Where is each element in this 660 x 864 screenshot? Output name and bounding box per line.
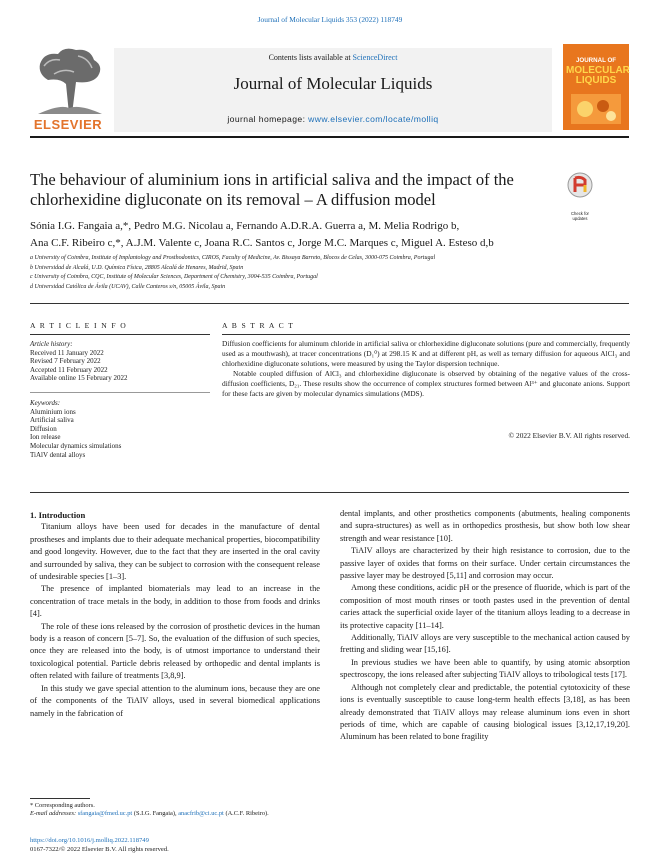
author-line-2: Ana C.F. Ribeiro c,*, A.J.M. Valente c, Joana R.C. Santos c, Jorge M.C. Marques c, Miguel A. Esteso d,b [30, 237, 494, 249]
sciencedirect-link[interactable]: ScienceDirect [352, 53, 398, 62]
history-label: Article history: [30, 340, 73, 348]
body-paragraph: The presence of implanted biomaterials may lead to an increase in the concentration of trace metals in the body, in addition to those from foods and drinks [4]. [30, 584, 320, 619]
check-for-updates-button[interactable] [565, 172, 595, 221]
email-label: E-mail addresses: [30, 810, 78, 817]
affiliation-b: b Universidad de Alcalá, U.D. Química Física, 28805 Alcalá de Henares, Madrid, Spain [30, 264, 244, 271]
article-info-block [30, 340, 210, 459]
check-updates-icon [565, 172, 595, 206]
keyword: Artificial saliva [30, 416, 74, 425]
contents-prefix: Contents lists available at [268, 53, 353, 62]
journal-cover-thumbnail [563, 44, 629, 130]
introduction-heading: 1. Introduction [30, 510, 86, 520]
homepage-prefix: journal homepage: [227, 114, 309, 124]
keyword: Aluminium ions [30, 407, 76, 416]
history-revised: Revised 7 February 2022 [30, 357, 101, 366]
body-rule [30, 492, 629, 493]
email-link-ribeiro[interactable]: anacfrib@ci.uc.pt [178, 810, 224, 817]
journal-homepage [114, 114, 552, 124]
abstract-paragraph-1: Diffusion coefficients for aluminum chloride in artificial saliva or chlorhexidine digluconate solutions (pure and commercially, frequently used as a mouthwash), at tracer concentrations (D₁⁰) at 298.15 K and at different pH, as well as ternary diffusion for aqueous AlCl₃ and chlorhexidine digluconate solutions, were measured by using the Taylor dispersion technique. [222, 339, 630, 368]
author-line-1: Sónia I.G. Fangaia a,*, Pedro M.G. Nicolau a, Fernando A.D.R.A. Guerra a, M. Melia Rodrigo b, [30, 220, 460, 232]
doi-link[interactable]: https://doi.org/10.1016/j.molliq.2022.118749 [30, 837, 149, 844]
article-title: The behaviour of aluminium ions in artificial saliva and the impact of the chlorhexidine digluconate on its removal – A diffusion model [30, 170, 514, 209]
cover-journal-label: JOURNAL OF [575, 57, 617, 64]
email-owner-ribeiro: (A.C.F. Ribeiro). [225, 810, 269, 817]
cover-journal-name: MOLECULAR LIQUIDS [566, 65, 630, 86]
keywords-rule [30, 392, 210, 393]
affiliation-c: c University of Coimbra, CQC, Institute of Molecular Sciences, Department of Chemistry, 3004-535 Coimbra, Portugal [30, 274, 318, 280]
body-paragraph: Among these conditions, acidic pH or the presence of fluoride, which is part of the composition of most mouth rinses or tooth pastes used in the prevention of dental caries attack the superficial oxide layer of the titanium alloys leading to a decrease in its protective capacity [11–14]. [340, 583, 630, 630]
affiliation-rule [30, 303, 629, 304]
body-paragraph: The role of these ions released by the corrosion of prosthetic devices in the human body is a reason of concern [5–7]. So, the evaluation of the diffusion of such species, once they are released into the body, is of utmost importance to understand their toxicological potential. Particle debris released by orthopedic and dental implants is often related with failure of treatments [3,8,9]. [30, 621, 320, 681]
cover-artwork [571, 94, 621, 124]
check-updates-label: Check for updates [571, 211, 589, 221]
affiliation-d: d Universidad Católica de Ávila (UCAV), Calle Canteros s/n, 05005 Ávila, Spain [30, 283, 226, 290]
corresponding-note: * Corresponding authors. [30, 802, 95, 809]
header-rule [30, 136, 629, 138]
body-paragraph: Additionally, TiAlV alloys are very susceptible to the mechanical action caused by fretting and sliding wear [15,16]. [340, 633, 630, 655]
contents-availability [114, 53, 552, 62]
history-received: Received 11 January 2022 [30, 348, 104, 357]
author-list [30, 218, 630, 252]
body-paragraph: In this study we gave special attention to the aluminum ions, because they are one of the components of the TiAlV alloys, used in several biomedical applications namely in the fabrication of [30, 683, 320, 718]
journal-citation[interactable]: Journal of Molecular Liquids 353 (2022) 118749 [257, 15, 403, 24]
affiliation-a: a University of Coimbra, Institute of Implantology and Prosthodontics, CIROS, Faculty of Medicine, Av. Bissaya Barreto, Blocos de Celas, 3000-075 Coimbra, Portugal [30, 255, 436, 261]
abstract-body [222, 339, 630, 398]
keywords-label: Keywords: [30, 398, 61, 407]
abstract-copyright: © 2022 Elsevier B.V. All rights reserved. [508, 431, 630, 440]
body-paragraph: In previous studies we have been able to quantify, by using atomic absorption spectroscopy, the ions released after subjecting TiAlV alloys to tribological tests [17]. [340, 657, 630, 680]
email-link-fangaia[interactable]: sfangaia@fmed.uc.pt [77, 810, 133, 817]
keyword: TiAlV dental alloys [30, 450, 86, 459]
body-right-column [340, 508, 630, 744]
homepage-link[interactable]: www.elsevier.com/locate/molliq [308, 114, 439, 124]
body-paragraph: Titanium alloys have been used for decades in the manufacture of dental prostheses and implants due to their adequate mechanical properties, biocompatibility and good longevity. However, due to the fact that they are inserted in the oral cavity and surrounded by saliva, they can be subject to corrosion with the consequent release of undesirable species [1–3]. [30, 522, 320, 582]
keyword: Diffusion [30, 424, 57, 433]
doi-block [30, 836, 330, 854]
article-info-rule [30, 334, 210, 335]
abstract-heading: A B S T R A C T [222, 321, 295, 330]
keyword: Molecular dynamics simulations [30, 441, 122, 450]
issn-line: 0167-7322/© 2022 Elsevier B.V. All rights reserved. [30, 846, 169, 853]
article-info-heading: A R T I C L E I N F O [30, 321, 128, 330]
email-line [30, 809, 320, 818]
history-accepted: Accepted 11 February 2022 [30, 365, 108, 374]
history-online: Available online 15 February 2022 [30, 374, 128, 383]
journal-title: Journal of Molecular Liquids [233, 74, 433, 93]
body-paragraph: TiAlV alloys are characterized by their high resistance to corrosion, due to the passive layer of oxides that forms on their surface. Under certain circumstances the passive layer may be destroyed [5,11] and corrosion may occur. [340, 546, 630, 581]
email-owner-fangaia: (S.I.G. Fangaia), [133, 810, 179, 817]
elsevier-wordmark: ELSEVIER [33, 117, 103, 132]
keyword: Ion release [30, 433, 61, 442]
body-paragraph: Although not completely clear and predictable, the potential cytotoxicity of these ions is eventually susceptible to cause long-term health effects [3,18], as has been already demonstrated that TiAlV alloys may release aluminum ions even in short periods of time, which are capable of causing biological issues [3,12,17,19,20]. Aluminum has been related to bone fragility [340, 682, 630, 742]
footnote-rule [30, 798, 90, 799]
body-left-column [30, 509, 320, 720]
abstract-paragraph-2: Notable coupled diffusion of AlCl₃ and chlorhexidine digluconate is observed by obtaining of the negative values of the cross-diffusion coefficients, D₂₁. These results show the occurrence of complex structures formed between Al³⁺ and gluconate anions. Support for these facts are given by molecular dynamics simulations (MDS). [222, 368, 630, 398]
affiliation-list [30, 254, 630, 292]
body-paragraph: dental implants, and other prosthetics components (abutments, healing components and supra-structures) as well as in orthopedics prosthesis, but show both low shear strength and wear resistance [10]. [340, 509, 630, 543]
abstract-rule [222, 334, 630, 335]
